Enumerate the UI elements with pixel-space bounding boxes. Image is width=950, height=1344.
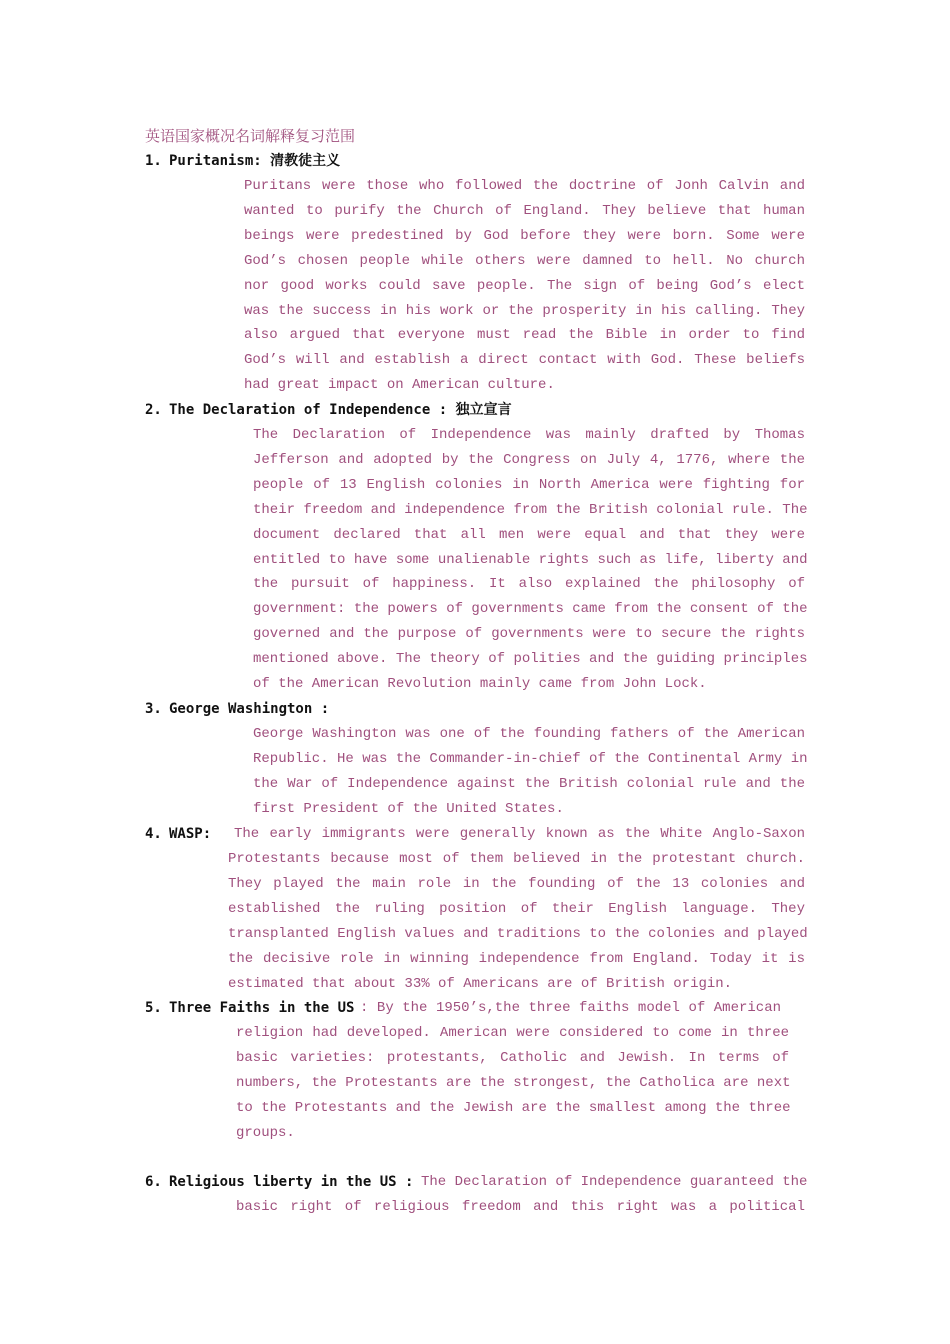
entry-1-term: [145, 149, 340, 174]
definition-line: The Declaration of Independence guaranteed the: [421, 1174, 808, 1190]
entry-2-term: [145, 398, 512, 423]
document-title: 英语国家概况名词解释复习范围: [145, 127, 356, 145]
definition-line: Republic. He was the Commander-in-chief of the Continental Army in: [253, 750, 808, 767]
definition-line: also argued that everyone must read the Bible in order to find: [244, 327, 805, 344]
definition-line: They played the main role in the founding of the 13 colonies and: [228, 875, 805, 892]
entry-number: 3.: [145, 701, 162, 717]
entry-2-definition: [253, 423, 808, 697]
definition-line: wanted to purify the Church of England. They believe that human: [244, 202, 805, 219]
entry-1-definition: [244, 174, 805, 398]
entry-6-definition: [236, 1195, 805, 1220]
definition-line: the pursuit of happiness. It also explained the philosophy of: [253, 576, 805, 593]
definition-line: of the American Revolution mainly came from John Lock.: [253, 676, 707, 693]
entry-6-definition-first-line: [421, 1170, 808, 1195]
definition-line: Jefferson and adopted by the Congress on July 4, 1776, where the: [253, 451, 805, 468]
entry-number: 1.: [145, 153, 162, 169]
definition-line: established the ruling position of their English language. They: [228, 900, 805, 917]
definition-line: Puritans were those who followed the doctrine of Jonh Calvin and: [244, 178, 805, 194]
definition-line: government: the powers of governments came from the consent of the: [253, 601, 808, 618]
definition-line: governed and the purpose of governments were to secure the rights: [253, 626, 805, 643]
definition-line: was the success in his work or the prosperity in his calling. They: [244, 302, 805, 319]
definition-line: mentioned above. The theory of polities and the guiding principles: [253, 651, 808, 668]
definition-line: groups.: [236, 1124, 295, 1141]
entry-term-text: Religious liberty in the US :: [169, 1174, 414, 1190]
entry-3-term: [145, 697, 329, 722]
definition-line: people of 13 English colonies in North America were fighting for: [253, 476, 805, 493]
definition-line: had great impact on American culture.: [244, 377, 555, 394]
definition-line: estimated that about 33% of Americans are of British origin.: [228, 975, 733, 992]
definition-line: : By the 1950’s,the three faiths model of American: [360, 1000, 781, 1016]
entry-4-definition: [228, 847, 808, 996]
definition-line: numbers, the Protestants are the strongest, the Catholica are next: [236, 1074, 791, 1091]
definition-line: nor good works could save people. The sign of being God’s elect: [244, 277, 805, 294]
entry-term-text: Puritanism: 清教徒主义: [169, 153, 341, 169]
definition-line: first President of the United States.: [253, 800, 564, 817]
definition-line: their freedom and independence from the British colonial rule. The: [253, 501, 808, 518]
definition-line: The Declaration of Independence was mainly drafted by Thomas: [253, 427, 805, 443]
entry-4-definition-first-line: [234, 822, 805, 847]
definition-line: the War of Independence against the British colonial rule and the: [253, 775, 805, 792]
definition-line: Protestants because most of them believed in the protestant church.: [228, 851, 805, 867]
entry-number: 6.: [145, 1174, 162, 1190]
definition-line: basic right of religious freedom and this right was a political: [236, 1199, 805, 1215]
definition-line: The early immigrants were generally known as the White Anglo-Saxon: [234, 826, 805, 842]
entry-term-text: Three Faiths in the US: [169, 1000, 355, 1016]
entry-term-text: George Washington :: [169, 701, 330, 717]
definition-line: God’s will and establish a direct contact with God. These beliefs: [244, 352, 805, 369]
entry-5-term: [145, 996, 354, 1021]
definition-line: to the Protestants and the Jewish are the smallest among the three: [236, 1099, 791, 1116]
entry-term-text: The Declaration of Independence : 独立宣言: [169, 402, 512, 418]
definition-line: religion had developed. American were considered to come in three: [236, 1025, 789, 1041]
entry-number: 5.: [145, 1000, 162, 1016]
definition-line: beings were predestined by God before they were born. Some were: [244, 227, 805, 244]
definition-line: basic varieties: protestants, Catholic and Jewish. In terms of: [236, 1049, 789, 1066]
entry-5-definition-first-line: [360, 996, 781, 1021]
entry-5-definition: [236, 1021, 789, 1146]
definition-line: the decisive role in winning independence from England. Today it is: [228, 950, 805, 967]
entry-term-text: WASP:: [169, 826, 212, 842]
entry-6-term: [145, 1170, 413, 1195]
definition-line: document declared that all men were equal and that they were: [253, 526, 805, 543]
entry-number: 4.: [145, 826, 162, 842]
entry-number: 2.: [145, 402, 162, 418]
entry-3-definition: [253, 722, 808, 822]
definition-line: transplanted English values and traditions to the colonies and played: [228, 925, 808, 942]
definition-line: God’s chosen people while others were damned to hell. No church: [244, 252, 805, 269]
definition-line: George Washington was one of the founding fathers of the American: [253, 726, 805, 742]
definition-line: entitled to have some unalienable rights such as life, liberty and: [253, 551, 808, 568]
entry-4-term: [145, 822, 211, 847]
